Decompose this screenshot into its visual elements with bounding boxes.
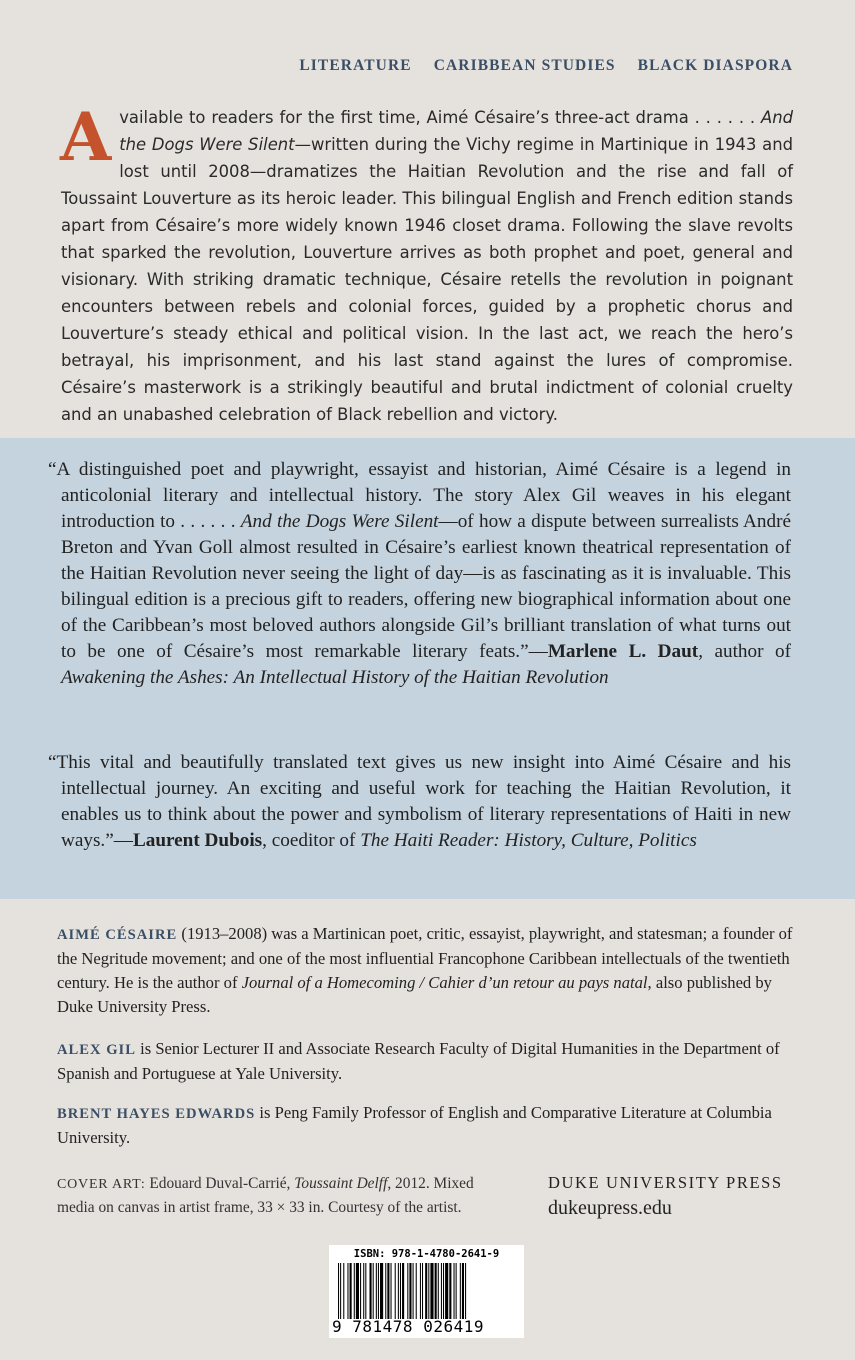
quote-text-b: —of how a dispute between surrealists André Breton and Yvan Goll almost resulted in Césaire’s earliest known theatrical representation of the Haitian Revolution never seeing the light of day—is as fascinating as it is invaluable. This bilingual edition is a precious gift to readers, offering new biographical information about one of the Caribbean’s most beloved authors alongside Gil’s brilliant translation of what turns out to be one of Césaire’s most remarkable literary feats.”— [61, 511, 792, 662]
book-description [60, 98, 793, 428]
bio-book: Journal of a Homecoming / Cahier d’un retour au pays natal [241, 973, 648, 992]
barcode-bar [387, 1263, 389, 1319]
quote-text-a: A distinguished poet and playwright, essayist and historian, Aimé Césaire is a legend in anticolonial literary and intellectual history. The story Alex Gil weaves in his elegant introduction to . . . . . . [56, 459, 791, 532]
bio-gil [57, 1037, 793, 1086]
cover-art-details: , 2012. Mixed media on canvas in artist frame, 33 × 33 in. Courtesy of the artist. [57, 1175, 474, 1216]
category-literature: LITERATURE [299, 57, 412, 74]
barcode-bar [425, 1263, 427, 1319]
barcode-bar [395, 1263, 396, 1319]
barcode-bar [376, 1263, 377, 1319]
barcode-bar [354, 1263, 355, 1319]
barcode-bar [378, 1263, 379, 1319]
barcode-bar [360, 1263, 361, 1319]
barcode-bar [356, 1263, 359, 1319]
barcode-bar [420, 1263, 421, 1319]
publisher-block [548, 1172, 783, 1222]
barcode-bar [380, 1263, 383, 1319]
barcode-bar [416, 1263, 417, 1319]
barcode-bar [385, 1263, 386, 1319]
barcode-bar [428, 1263, 429, 1319]
barcode-bar [338, 1263, 339, 1319]
barcode-bar [407, 1263, 408, 1319]
quote-title: And the Dogs Were Silent [240, 511, 439, 532]
barcode-bar [340, 1263, 341, 1319]
bio-edwards [57, 1101, 793, 1150]
isbn-barcode [329, 1245, 524, 1338]
bio-text: is Peng Family Professor of English and Comparative Literature at Columbia University. [57, 1103, 772, 1147]
barcode-digits: 9 781478 026419 [332, 1317, 484, 1336]
open-quote-mark: “ [48, 459, 57, 480]
description-title: And the Dogs Were Silent [119, 108, 793, 154]
barcode-bar [363, 1263, 364, 1319]
barcode-bar [409, 1263, 411, 1319]
barcode-bar [435, 1263, 437, 1319]
barcode-bar [370, 1263, 372, 1319]
barcode-bar [398, 1263, 399, 1319]
description-text-a: vailable to readers for the first time, Aimé Césaire’s three-act drama . . . . . . [119, 108, 761, 127]
quote-book: Awakening the Ashes: An Intellectual History of the Haitian Revolution [61, 667, 609, 688]
quote-role: , coeditor of [262, 830, 361, 851]
barcode-bar [443, 1263, 444, 1319]
endorsement-quote-daut [48, 457, 792, 691]
bio-cesaire [57, 922, 793, 1019]
barcode-bar [445, 1263, 448, 1319]
bio-name: BRENT HAYES EDWARDS [57, 1106, 256, 1122]
bio-name: AIMÉ CÉSAIRE [57, 927, 178, 943]
category-caribbean-studies: CARIBBEAN STUDIES [433, 57, 616, 74]
open-quote-mark: “ [48, 752, 57, 773]
barcode-bar [456, 1263, 457, 1319]
barcode-bar [430, 1263, 433, 1319]
bio-text-b: , also published by Duke University Press. [57, 973, 772, 1016]
barcode-bar [413, 1263, 414, 1319]
barcode-bar [373, 1263, 374, 1319]
barcode-bar [422, 1263, 423, 1319]
subject-categories [299, 57, 793, 75]
barcode-bar [454, 1263, 455, 1319]
barcode-bar [343, 1263, 344, 1319]
cover-art-work: Toussaint Delff [294, 1175, 388, 1192]
barcode-bar [402, 1263, 404, 1319]
barcode-bar [347, 1263, 348, 1319]
quote-author: Laurent Dubois [132, 830, 263, 851]
bio-text-a: (1913–2008) was a Martinican poet, critic, essayist, playwright, and statesman; a founder of the Negritude movement; and one of the most influential Francophone Caribbean intellectuals of the twentieth century. He is the author of [57, 924, 793, 992]
publisher-name: DUKE UNIVERSITY PRESS [548, 1173, 783, 1192]
barcode-bar [449, 1263, 451, 1319]
barcode-bar [391, 1263, 392, 1319]
barcode-bars [338, 1263, 516, 1319]
bio-text: is Senior Lecturer II and Associate Research Faculty of Digital Humanities in the Department of Spanish and Portuguese at Yale University. [57, 1039, 780, 1083]
barcode-bar [441, 1263, 442, 1319]
description-text-b: —written during the Vichy regime in Martinique in 1943 and lost until 2008—dramatizes the Haitian Revolution and the rise and fall of Toussaint Louverture as its heroic leader. This bilingual English and French edition stands apart from Césaire’s more widely known 1946 closet drama. Following the slave revolts that sparked the revolution, Louverture arrives as both prophet and poet, general and visionary. With striking dramatic technique, Césaire retells the revolution in poignant encounters between rebels and colonial forces, guided by a prophetic chorus and Louverture’s steady ethical and political vision. In the last act, we reach the hero’s betrayal, his imprisonment, and his last stand against the lures of compromise. Césaire’s masterwork is a strikingly beautiful and brutal indictment of colonial cruelty and an unabashed celebration of Black rebellion and victory. [61, 135, 793, 424]
isbn-label: ISBN: 978-1-4780-2641-9 [353, 1248, 500, 1260]
quote-author: Marlene L. Daut [547, 641, 699, 662]
barcode-bar [365, 1263, 366, 1319]
bio-name: ALEX GIL [57, 1042, 136, 1058]
cover-art-credit [57, 1172, 477, 1219]
category-black-diaspora: BLACK DIASPORA [637, 57, 793, 74]
barcode-bar [460, 1263, 461, 1319]
barcode-bar [462, 1263, 464, 1319]
barcode-bar [350, 1263, 352, 1319]
quote-role: , author of [698, 641, 791, 662]
publisher-url: dukeupress.edu [548, 1197, 672, 1219]
barcode-bar [465, 1263, 466, 1319]
cover-art-artist: Edouard Duval-Carrié, [145, 1175, 295, 1192]
cover-art-label: COVER ART: [57, 1177, 146, 1192]
drop-cap: A [60, 98, 112, 176]
barcode-bar [438, 1263, 439, 1319]
quote-book: The Haiti Reader: History, Culture, Politics [360, 830, 697, 851]
barcode-bar [400, 1263, 401, 1319]
quote-text: This vital and beautifully translated text gives us new insight into Aimé Césaire and his intellectual journey. An exciting and useful work for teaching the Haitian Revolution, it enables us to think about the power and symbolism of literary representations of Haiti in new ways.”— [56, 752, 791, 851]
endorsement-quote-dubois [48, 750, 791, 854]
